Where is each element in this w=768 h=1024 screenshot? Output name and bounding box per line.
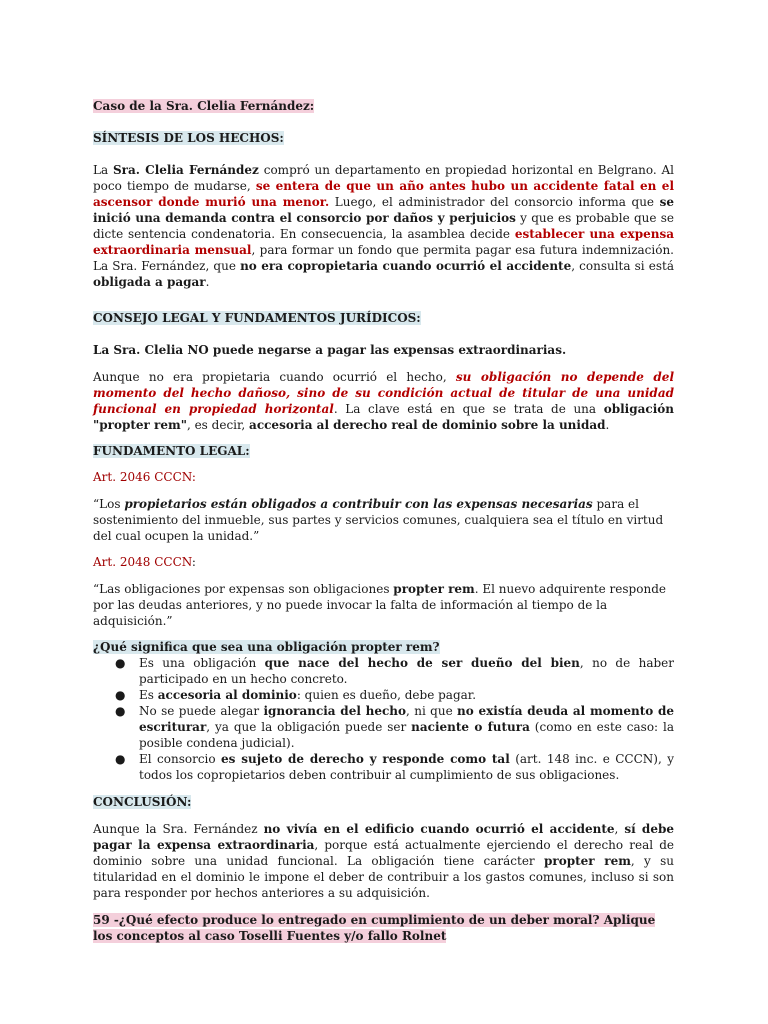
article-2048-label: Art. 2048 CCCN: bbox=[93, 555, 196, 569]
bullet-icon: ● bbox=[115, 752, 126, 766]
paragraph-conclusion: Aunque la Sra. Fernández no vivía en el edificio cuando ocurrió el accidente, sí debe pagar la expensa extraordinaria, porque está actualmente ejerciendo el derecho real de dominio sobre una unidad funcional. La obligación tiene carácter propter rem, y su titularidad en el dominio le impone el deber de contribuir a los gastos comunes, incluso si son para responder por hechos anteriores a su adquisición. bbox=[93, 822, 675, 900]
heading-propter-rem: ¿Qué significa que sea una obligación propter rem? bbox=[93, 640, 440, 654]
list-item: ● Es una obligación que nace del hecho de ser dueño del bien, no de haber participado en un hecho concreto. bbox=[115, 656, 674, 686]
list-item: ● Es accesoria al dominio: quien es dueño, debe pagar. bbox=[115, 688, 477, 702]
paragraph-hechos: La Sra. Clelia Fernández compró un departamento en propiedad horizontal en Belgrano. Al poco tiempo de mudarse, se entera de que un año antes hubo un accidente fatal en el ascensor donde murió una menor. Luego, el administrador del consorcio informa que se inició una demanda contra el consorcio por daños y perjuicios y que es probable que se dicte sentencia condenatoria. En consecuencia, la asamblea decide establecer una expensa extraordinaria mensual, para formar un fondo que permita pagar esa futura indemnización. La Sra. Fernández, que no era copropietaria cuando ocurrió el accidente, consulta si está obligada a pagar. bbox=[93, 163, 675, 289]
list-item: ● El consorcio es sujeto de derecho y responde como tal (art. 148 inc. e CCCN), y todos los copropietarios deben contribuir al cumplimiento de sus obligaciones. bbox=[115, 752, 674, 782]
list-item: ● No se puede alegar ignorancia del hecho, ni que no existía deuda al momento de escriturar, ya que la obligación puede ser naciente o futura (como en este caso: la posible condena judicial). bbox=[115, 704, 675, 750]
consejo-statement: La Sra. Clelia NO puede negarse a pagar las expensas extraordinarias. bbox=[93, 343, 567, 357]
bullet-icon: ● bbox=[115, 688, 126, 702]
article-2048-quote: “Las obligaciones por expensas son obligaciones propter rem. El nuevo adquirente responde por las deudas anteriores, y no puede invocar la falta de información al tiempo de la adquisición.” bbox=[93, 582, 666, 628]
article-2046-label: Art. 2046 CCCN: bbox=[93, 470, 196, 484]
bullet-icon: ● bbox=[115, 656, 126, 670]
heading-consejo: CONSEJO LEGAL Y FUNDAMENTOS JURÍDICOS: bbox=[93, 311, 421, 325]
heading-fundamento: FUNDAMENTO LEGAL: bbox=[93, 444, 250, 458]
article-2046-quote: “Los propietarios están obligados a contribuir con las expensas necesarias para el sostenimiento del inmueble, sus partes y servicios comunes, cualquiera sea el título en virtud del cual ocupen la unidad.” bbox=[93, 497, 664, 543]
propter-rem-list bbox=[93, 655, 674, 783]
question-59: 59 -¿Qué efecto produce lo entregado en cumplimiento de un deber moral? Aplique los conceptos al caso Toselli Fuentes y/o fallo Rolnet bbox=[93, 913, 656, 943]
bullet-icon: ● bbox=[115, 704, 126, 718]
document-title: Caso de la Sra. Clelia Fernández: bbox=[93, 99, 315, 113]
paragraph-consejo: Aunque no era propietaria cuando ocurrió el hecho, su obligación no depende del momento del hecho dañoso, sino de su condición actual de titular de una unidad funcional en propiedad horizontal. La clave está en que se trata de una obligación "propter rem", es decir, accesoria al derecho real de dominio sobre la unidad. bbox=[93, 370, 674, 432]
heading-conclusion: CONCLUSIÓN: bbox=[93, 795, 192, 809]
heading-sintesis: SÍNTESIS DE LOS HECHOS: bbox=[93, 131, 284, 145]
